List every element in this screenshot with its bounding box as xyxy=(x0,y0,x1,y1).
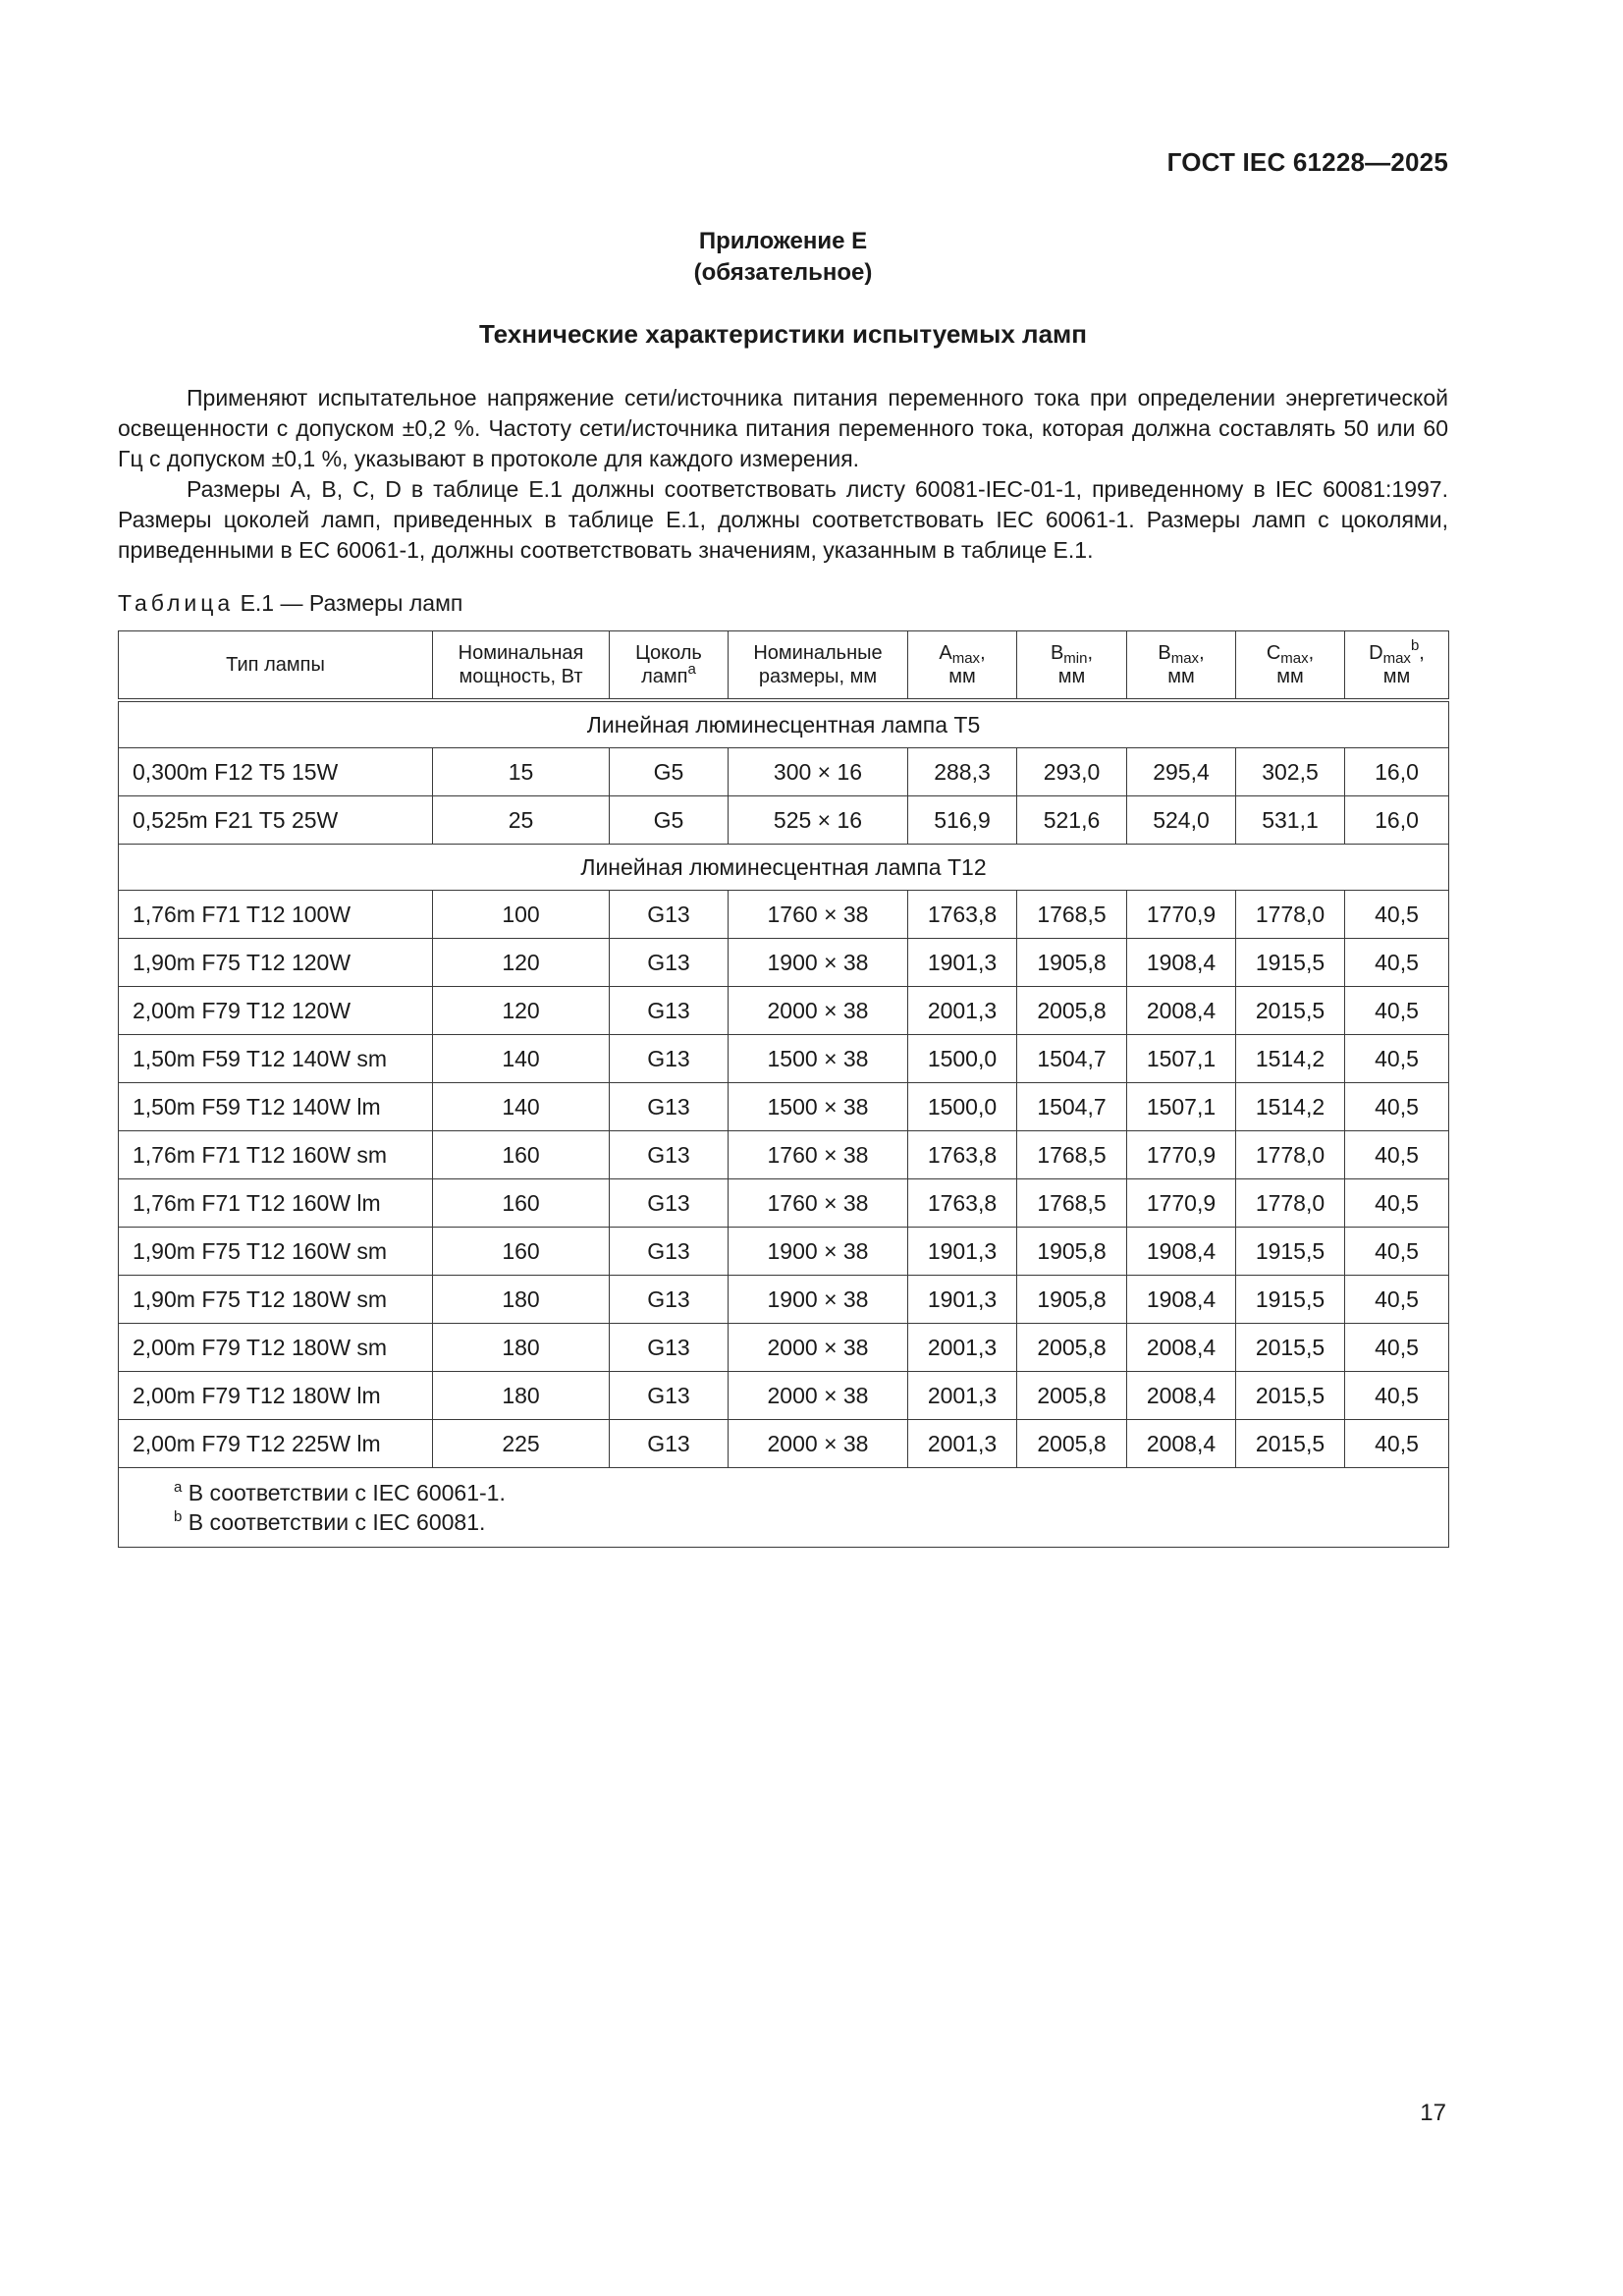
table-cell: 1,90m F75 T12 180W sm xyxy=(119,1276,433,1324)
table-cell: 1,50m F59 T12 140W lm xyxy=(119,1083,433,1131)
table-cell: 1760 × 38 xyxy=(729,1179,908,1228)
header-d-max: $D_{max}^b$, мм xyxy=(1345,631,1449,701)
table-cell: 531,1 xyxy=(1236,796,1345,845)
table-cell: 1901,3 xyxy=(908,1228,1017,1276)
table-footnotes-row xyxy=(119,1468,1449,1548)
table-row xyxy=(119,891,1449,939)
table-cell: 1778,0 xyxy=(1236,1131,1345,1179)
table-row xyxy=(119,1131,1449,1179)
table-caption-text: Е.1 — Размеры ламп xyxy=(240,590,463,616)
table-cell: 525 × 16 xyxy=(729,796,908,845)
table-cell: 1507,1 xyxy=(1127,1035,1236,1083)
table-cell: 1763,8 xyxy=(908,1179,1017,1228)
table-cell: 1500,0 xyxy=(908,1083,1017,1131)
table-cell: G13 xyxy=(610,987,729,1035)
header-nominal-dimensions: Номинальные размеры, мм xyxy=(729,631,908,701)
table-cell: 1500 × 38 xyxy=(729,1083,908,1131)
table-cell: 1770,9 xyxy=(1127,1131,1236,1179)
table-cell: G5 xyxy=(610,748,729,796)
header-cap: Цоколь ламп$^а$ xyxy=(610,631,729,701)
table-row xyxy=(119,1228,1449,1276)
table-cell: 1915,5 xyxy=(1236,1276,1345,1324)
table-cell: 1,76m F71 T12 160W lm xyxy=(119,1179,433,1228)
table-cell: G13 xyxy=(610,1420,729,1468)
table-cell: 2000 × 38 xyxy=(729,1420,908,1468)
table-cell: 2005,8 xyxy=(1017,1324,1127,1372)
table-cell: 120 xyxy=(433,987,610,1035)
table-cell: 140 xyxy=(433,1035,610,1083)
table-cell: 2005,8 xyxy=(1017,1372,1127,1420)
table-cell: G13 xyxy=(610,1372,729,1420)
table-header-row xyxy=(119,631,1449,701)
table-cell: 1908,4 xyxy=(1127,939,1236,987)
table-cell: 293,0 xyxy=(1017,748,1127,796)
table-cell: 1763,8 xyxy=(908,1131,1017,1179)
table-cell: G13 xyxy=(610,1131,729,1179)
table-cell: 2001,3 xyxy=(908,987,1017,1035)
group-row xyxy=(119,700,1449,748)
header-c-max: $C_{max}$, мм xyxy=(1236,631,1345,701)
table-cell: 2,00m F79 T12 180W sm xyxy=(119,1324,433,1372)
table-cell: 1901,3 xyxy=(908,939,1017,987)
table-cell: 100 xyxy=(433,891,610,939)
table-cell: 1,76m F71 T12 100W xyxy=(119,891,433,939)
table-cell: 1905,8 xyxy=(1017,939,1127,987)
table-row xyxy=(119,1083,1449,1131)
header-a-max: $A_{max}$, мм xyxy=(908,631,1017,701)
table-cell: 40,5 xyxy=(1345,987,1449,1035)
paragraph: Применяют испытательное напряжение сети/источника питания переменного тока при определении энергетической освещенности с допуском ±0,2 %. Частоту сети/источника питания переменного тока, которая должна составлять 50 или 60 Гц с допуском ±0,1 %, указывают в протоколе для каждого измерения. xyxy=(118,385,1448,471)
table-cell: 2,00m F79 T12 180W lm xyxy=(119,1372,433,1420)
table-cell: 1770,9 xyxy=(1127,1179,1236,1228)
table-cell: 2015,5 xyxy=(1236,1372,1345,1420)
table-cell: 300 × 16 xyxy=(729,748,908,796)
table-cell: G13 xyxy=(610,1083,729,1131)
table-cell: 2001,3 xyxy=(908,1372,1017,1420)
table-cell: 140 xyxy=(433,1083,610,1131)
table-cell: 1768,5 xyxy=(1017,891,1127,939)
table-row xyxy=(119,987,1449,1035)
table-cell: 1,90m F75 T12 120W xyxy=(119,939,433,987)
footnote: $^b$ В соответствии с IEC 60081. xyxy=(174,1508,486,1535)
header-power: Номинальная мощность, Вт xyxy=(433,631,610,701)
table-cell: 40,5 xyxy=(1345,891,1449,939)
table-cell: 180 xyxy=(433,1324,610,1372)
table-cell: 1500 × 38 xyxy=(729,1035,908,1083)
table-cell: 2,00m F79 T12 120W xyxy=(119,987,433,1035)
annex-status: (обязательное) xyxy=(693,259,873,286)
table-cell: 2015,5 xyxy=(1236,1324,1345,1372)
table-cell: 1514,2 xyxy=(1236,1035,1345,1083)
table-cell: 40,5 xyxy=(1345,1420,1449,1468)
annex-title: Приложение Е xyxy=(698,228,868,254)
table-cell: 1770,9 xyxy=(1127,891,1236,939)
table-caption xyxy=(118,590,462,617)
document-header: ГОСТ IEC 61228—2025 xyxy=(1166,147,1448,177)
table-cell: 40,5 xyxy=(1345,1131,1449,1179)
table-cell: 40,5 xyxy=(1345,1179,1449,1228)
table-cell: 1908,4 xyxy=(1127,1228,1236,1276)
table-row xyxy=(119,1276,1449,1324)
table-row xyxy=(119,1179,1449,1228)
table-cell: 288,3 xyxy=(908,748,1017,796)
header-b-min: $B_{min}$, мм xyxy=(1017,631,1127,701)
table-cell: 0,525m F21 T5 25W xyxy=(119,796,433,845)
table-cell: 1915,5 xyxy=(1236,939,1345,987)
table-cell: 516,9 xyxy=(908,796,1017,845)
table-cell: 2001,3 xyxy=(908,1420,1017,1468)
table-cell: 2000 × 38 xyxy=(729,1372,908,1420)
table-cell: 160 xyxy=(433,1228,610,1276)
table-cell: 1760 × 38 xyxy=(729,891,908,939)
table-cell: 2008,4 xyxy=(1127,1372,1236,1420)
paragraph: Размеры A, B, C, D в таблице Е.1 должны соответствовать листу 60081-IEC-01-1, приведенному в IEC 60081:1997. Размеры цоколей ламп, приведенных в таблице Е.1, должны соответствовать IEC 60061-1. Размеры ламп с цоколями, приведенными в ЕС 60061-1, должны соответствовать значениям, указанным в таблице Е.1. xyxy=(118,476,1448,563)
table-cell: 1900 × 38 xyxy=(729,939,908,987)
table-cell: 40,5 xyxy=(1345,1372,1449,1420)
table-cell: G13 xyxy=(610,1276,729,1324)
table-cell: G13 xyxy=(610,891,729,939)
table-cell: 1768,5 xyxy=(1017,1179,1127,1228)
table-cell: 2005,8 xyxy=(1017,987,1127,1035)
table-cell: 40,5 xyxy=(1345,1324,1449,1372)
annex-heading xyxy=(118,226,1448,289)
table-cell: 1915,5 xyxy=(1236,1228,1345,1276)
table-footnotes xyxy=(119,1468,1449,1548)
table-cell: 1900 × 38 xyxy=(729,1228,908,1276)
table-cell: 160 xyxy=(433,1179,610,1228)
table-cell: 180 xyxy=(433,1372,610,1420)
table-cell: G13 xyxy=(610,1228,729,1276)
table-cell: 160 xyxy=(433,1131,610,1179)
table-cell: 1504,7 xyxy=(1017,1035,1127,1083)
table-cell: 1905,8 xyxy=(1017,1276,1127,1324)
lamp-dimensions-table xyxy=(118,630,1449,1548)
table-cell: 40,5 xyxy=(1345,1228,1449,1276)
group-row xyxy=(119,845,1449,891)
table-cell: 302,5 xyxy=(1236,748,1345,796)
table-cell: 40,5 xyxy=(1345,1035,1449,1083)
section-title: Технические характеристики испытуемых ламп xyxy=(479,319,1087,349)
table-cell: 40,5 xyxy=(1345,1276,1449,1324)
table-cell: 524,0 xyxy=(1127,796,1236,845)
table-cell: G13 xyxy=(610,1035,729,1083)
table-body xyxy=(119,700,1449,1468)
table-cell: 1760 × 38 xyxy=(729,1131,908,1179)
table-cell: 1,76m F71 T12 160W sm xyxy=(119,1131,433,1179)
table-cell: 1908,4 xyxy=(1127,1276,1236,1324)
table-cell: 16,0 xyxy=(1345,748,1449,796)
table-cell: 2015,5 xyxy=(1236,987,1345,1035)
table-cell: 120 xyxy=(433,939,610,987)
table-cell: 1763,8 xyxy=(908,891,1017,939)
table-cell: 295,4 xyxy=(1127,748,1236,796)
table-cell: 0,300m F12 T5 15W xyxy=(119,748,433,796)
table-caption-prefix: Таблица xyxy=(118,590,235,616)
table-row xyxy=(119,796,1449,845)
table-cell: 16,0 xyxy=(1345,796,1449,845)
table-cell: G5 xyxy=(610,796,729,845)
table-cell: 1778,0 xyxy=(1236,891,1345,939)
table-row xyxy=(119,748,1449,796)
table-cell: 1507,1 xyxy=(1127,1083,1236,1131)
table-cell: 1905,8 xyxy=(1017,1228,1127,1276)
table-cell: 180 xyxy=(433,1276,610,1324)
table-cell: 2008,4 xyxy=(1127,1420,1236,1468)
body-text xyxy=(118,383,1448,566)
table-cell: 2000 × 38 xyxy=(729,1324,908,1372)
header-lamp-type: Тип лампы xyxy=(119,631,433,701)
table-cell: 2000 × 38 xyxy=(729,987,908,1035)
table-row xyxy=(119,1420,1449,1468)
table-cell: 1514,2 xyxy=(1236,1083,1345,1131)
table-row xyxy=(119,1372,1449,1420)
table-cell: 2001,3 xyxy=(908,1324,1017,1372)
table-cell: 1768,5 xyxy=(1017,1131,1127,1179)
table-cell: 40,5 xyxy=(1345,939,1449,987)
table-cell: 1504,7 xyxy=(1017,1083,1127,1131)
table-cell: 2008,4 xyxy=(1127,1324,1236,1372)
page-number: 17 xyxy=(1420,2100,1446,2126)
table-cell: 2,00m F79 T12 225W lm xyxy=(119,1420,433,1468)
table-cell: 521,6 xyxy=(1017,796,1127,845)
table-cell: 1,50m F59 T12 140W sm xyxy=(119,1035,433,1083)
table-cell: 2008,4 xyxy=(1127,987,1236,1035)
table-cell: 2015,5 xyxy=(1236,1420,1345,1468)
table-cell: G13 xyxy=(610,939,729,987)
table-cell: 1,90m F75 T12 160W sm xyxy=(119,1228,433,1276)
table-cell: 25 xyxy=(433,796,610,845)
table-row xyxy=(119,1035,1449,1083)
footnote: $^a$ В соответствии с IEC 60061-1. xyxy=(174,1479,506,1505)
header-b-max: $B_{max}$, мм xyxy=(1127,631,1236,701)
table-cell: 40,5 xyxy=(1345,1083,1449,1131)
table-cell: 1500,0 xyxy=(908,1035,1017,1083)
table-row xyxy=(119,1324,1449,1372)
table-cell: G13 xyxy=(610,1324,729,1372)
table-cell: G13 xyxy=(610,1179,729,1228)
table-cell: 1778,0 xyxy=(1236,1179,1345,1228)
table-cell: 1900 × 38 xyxy=(729,1276,908,1324)
table-cell: 1901,3 xyxy=(908,1276,1017,1324)
table-cell: 15 xyxy=(433,748,610,796)
table-cell: 2005,8 xyxy=(1017,1420,1127,1468)
table-cell: 225 xyxy=(433,1420,610,1468)
group-title: Линейная люминесцентная лампа Т12 xyxy=(119,845,1449,891)
table-row xyxy=(119,939,1449,987)
group-title: Линейная люминесцентная лампа Т5 xyxy=(119,700,1449,748)
